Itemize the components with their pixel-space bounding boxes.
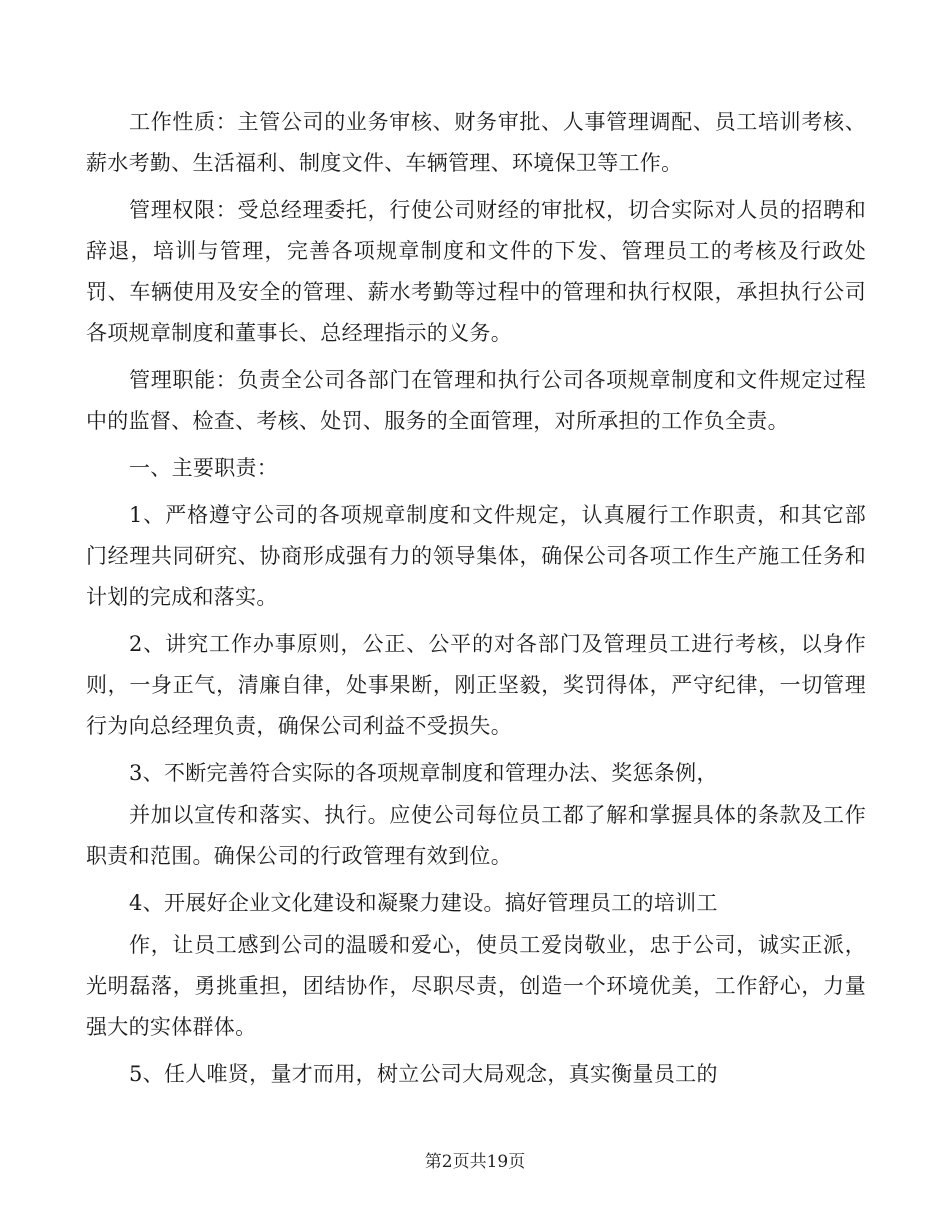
- paragraph-duty-4: 4、开展好企业文化建设和凝聚力建设。搞好管理员工的培训工: [129, 891, 718, 915]
- section-heading-main-duties: 一、主要职责：: [129, 456, 279, 480]
- document-body: [86, 102, 866, 1095]
- paragraph-duty-4-continued: 作，让员工感到公司的温暖和爱心，使员工爱岗敬业，忠于公司，诚实正派，光明磊落，勇挑重担，团结协作，尽职尽责，创造一个环境优美，工作舒心，力量强大的实体群体。: [86, 933, 866, 1039]
- paragraph-job-nature: 工作性质：主管公司的业务审核、财务审批、人事管理调配、员工培训考核、薪水考勤、生活福利、制度文件、车辆管理、环境保卫等工作。: [86, 110, 866, 175]
- page-number-footer: 第2页共19页: [424, 1152, 526, 1172]
- paragraph-management-authority: 管理权限：受总经理委托，行使公司财经的审批权，切合实际对人员的招聘和辞退，培训与管理，完善各项规章制度和文件的下发、管理员工的考核及行政处罚、车辆使用及安全的管理、薪水考勤等过程中的管理和执行权限，承担执行公司各项规章制度和董事长、总经理指示的义务。: [86, 198, 866, 345]
- paragraph-management-function: 管理职能：负责全公司各部门在管理和执行公司各项规章制度和文件规定过程中的监督、检查、考核、处罚、服务的全面管理，对所承担的工作负全责。: [86, 368, 866, 433]
- paragraph-duty-1: 1、严格遵守公司的各项规章制度和文件规定，认真履行工作职责，和其它部门经理共同研究、协商形成强有力的领导集体，确保公司各项工作生产施工任务和计划的完成和落实。: [86, 503, 866, 609]
- paragraph-duty-3: 3、不断完善符合实际的各项规章制度和管理办法、奖惩条例，: [129, 761, 718, 785]
- paragraph-duty-5: 5、任人唯贤，量才而用，树立公司大局观念，真实衡量员工的: [129, 1062, 718, 1086]
- paragraph-duty-2: 2、讲究工作办事原则，公正、公平的对各部门及管理员工进行考核，以身作则，一身正气，清廉自律，处事果断，刚正坚毅，奖罚得体，严守纪律，一切管理行为向总经理负责，确保公司利益不受损失。: [86, 632, 866, 738]
- paragraph-duty-3-continued: 并加以宣传和落实、执行。应使公司每位员工都了解和掌握具体的条款及工作职责和范围。确保公司的行政管理有效到位。: [86, 803, 866, 868]
